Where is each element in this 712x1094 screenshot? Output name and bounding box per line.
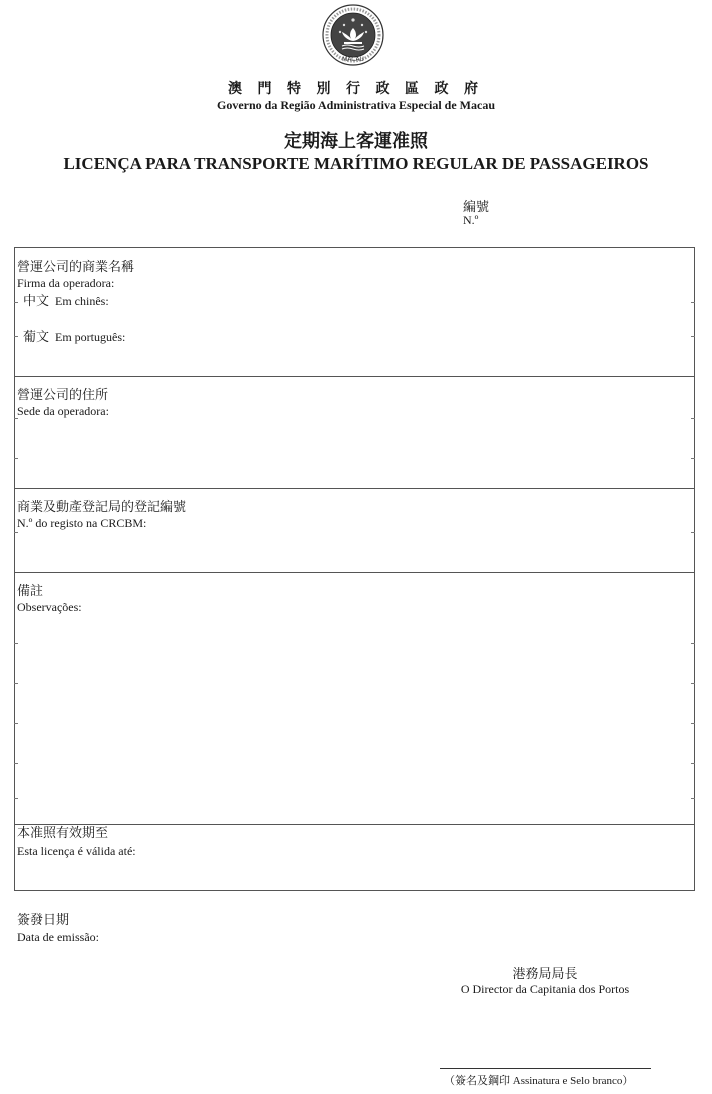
margin-tick [691,798,695,799]
license-form [14,247,695,891]
document-title-cn: 定期海上客運准照 [284,131,428,151]
validity-label-cn: 本准照有效期至 [17,825,109,840]
seat-label-pt: Sede da operadora: [17,404,109,418]
divider [15,488,694,489]
signature-line [440,1068,651,1069]
notes-label-pt: Observações: [17,600,82,614]
signature-note: （簽名及鋼印 Assinatura e Selo branco） [444,1075,634,1087]
issue-date-label-pt: Data de emissão: [17,930,99,944]
margin-tick [691,458,695,459]
number-label-pt: N.º [463,213,479,227]
director-title-pt: O Director da Capitania dos Portos [460,982,630,996]
margin-tick [691,643,695,644]
registry-label-cn: 商業及動產登記局的登記編號 [17,499,187,514]
firm-label-cn: 營運公司的商業名稱 [17,259,135,274]
margin-tick [691,418,695,419]
margin-tick [14,798,18,799]
margin-tick [14,458,18,459]
seat-label-cn: 營運公司的住所 [17,387,109,402]
macau-emblem-icon [322,4,384,66]
margin-tick [691,683,695,684]
margin-tick [691,723,695,724]
number-label-cn: 編號 [463,199,490,214]
director-title-cn: 港務局局長 [512,966,578,981]
emblem-text: MACAU [342,56,364,63]
margin-tick [691,336,695,337]
issue-date-label-cn: 簽發日期 [17,912,70,927]
margin-tick [691,532,695,533]
margin-tick [691,763,695,764]
government-name-pt: Governo da Região Administrativa Especial de Macau [217,98,495,112]
divider [15,572,694,573]
margin-tick [14,763,18,764]
divider [15,376,694,377]
margin-tick [14,532,18,533]
portuguese-name-label-cn: 葡文 [23,329,50,344]
registry-label-pt: N.º do registo na CRCBM: [17,516,147,530]
margin-tick [14,643,18,644]
margin-tick [14,336,18,337]
chinese-name-label-pt: Em chinês: [55,294,109,308]
portuguese-name-label-pt: Em português: [55,330,126,344]
government-name-cn: 澳 門 特 別 行 政 區 政 府 [228,82,484,97]
firm-label-pt: Firma da operadora: [17,276,115,290]
document-title-pt: LICENÇA PARA TRANSPORTE MARÍTIMO REGULAR DE PASSAGEIROS [63,154,649,173]
validity-label-pt: Esta licença é válida até: [17,844,136,858]
divider [15,824,694,825]
margin-tick [14,683,18,684]
chinese-name-label-cn: 中文 [23,293,50,308]
margin-tick [691,302,695,303]
margin-tick [14,723,18,724]
margin-tick [14,302,18,303]
notes-label-cn: 備註 [17,583,44,598]
